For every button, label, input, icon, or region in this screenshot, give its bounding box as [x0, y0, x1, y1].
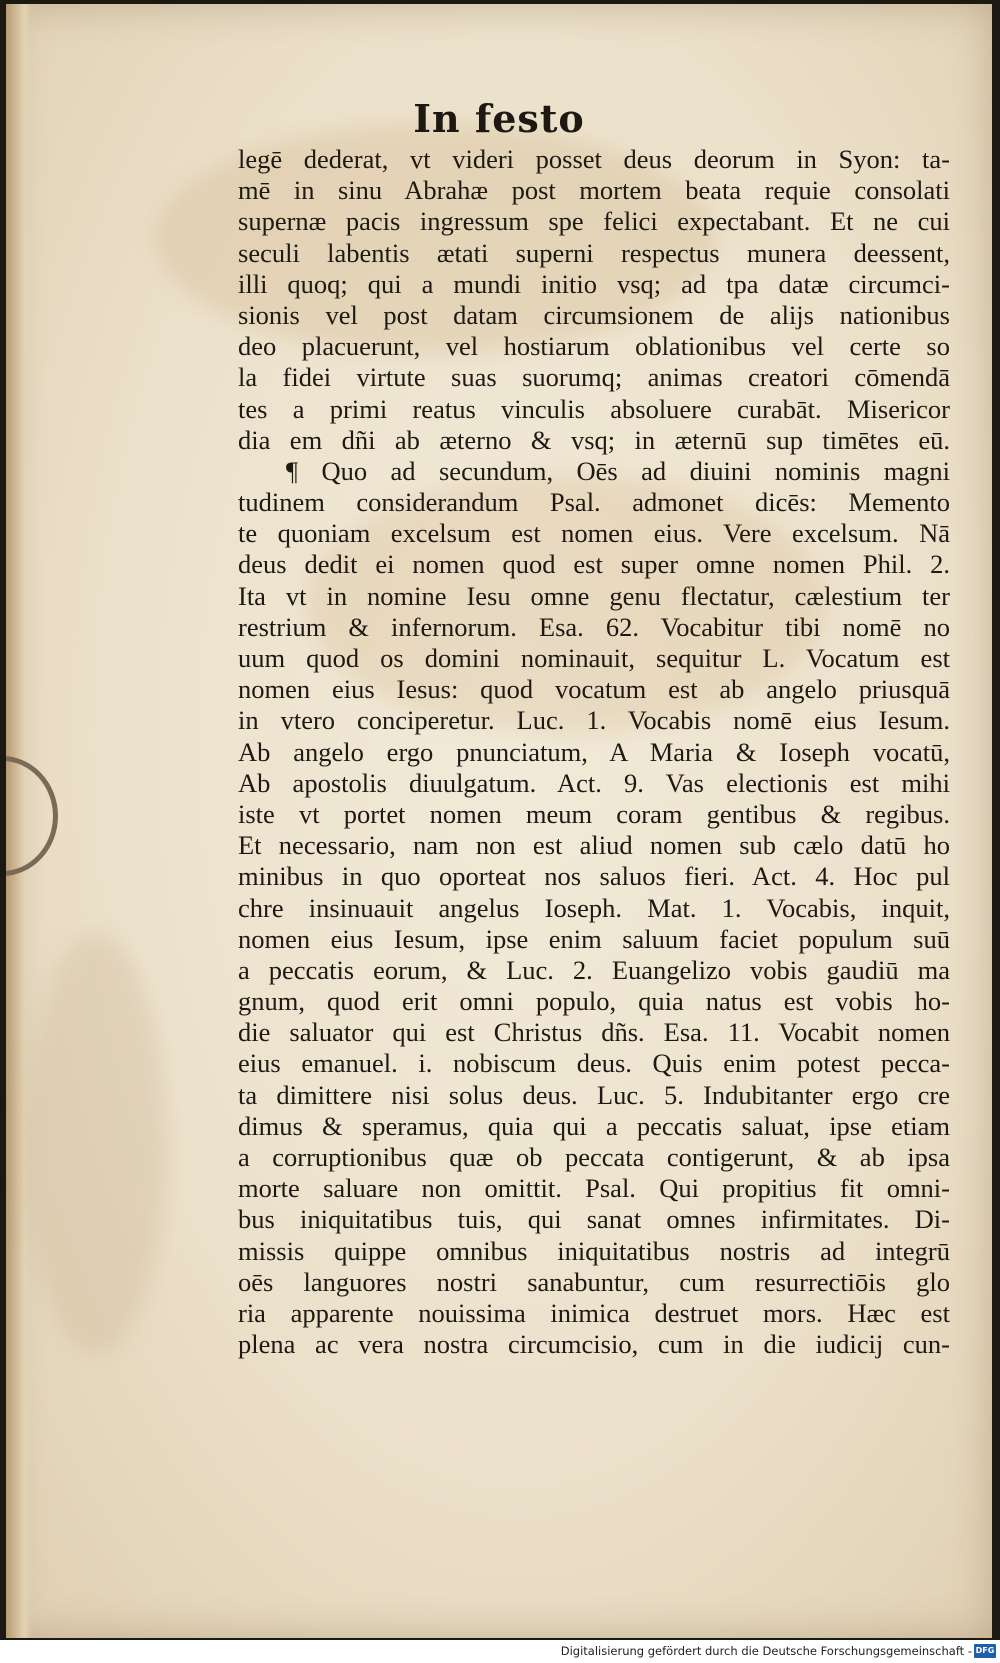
text-line: Ab apostolis diuulgatum. Act. 9. Vas electionis est mihi	[238, 767, 950, 798]
text-line: eius emanuel. i. nobiscum deus. Quis enim potest pecca-	[238, 1048, 950, 1079]
text-line: die saluator qui est Christus dñs. Esa. 11. Vocabit nomen	[238, 1017, 950, 1048]
text-line: ta dimittere nisi solus deus. Luc. 5. Indubitanter ergo cre	[238, 1079, 950, 1110]
text-line: dia em dñi ab æterno & vsq; in æternū sup timētes eū.	[238, 424, 950, 455]
dfg-logo-icon: DFG	[974, 1644, 996, 1658]
text-line: nomen eius Iesum, ipse enim saluum faciet populum suū	[238, 923, 950, 954]
text-line: illi quoq; qui a mundi initio vsq; ad tpa datæ circumci-	[238, 268, 950, 299]
body-text	[238, 144, 950, 1360]
text-line: tudinem considerandum Psal. admonet dicēs: Memento	[238, 487, 950, 518]
footer-bar	[0, 1640, 1000, 1663]
text-line: tes a primi reatus vinculis absoluere curabāt. Misericor	[238, 393, 950, 424]
text-line: mē in sinu Abrahæ post mortem beata requie consolati	[238, 175, 950, 206]
text-line: nomen eius Iesus: quod vocatum est ab angelo priusquā	[238, 674, 950, 705]
digitization-credit: Digitalisierung gefördert durch die Deutsche Forschungsgemeinschaft -	[560, 1644, 972, 1658]
text-line: chre insinuauit angelus Ioseph. Mat. 1. Vocabis, inquit,	[238, 892, 950, 923]
text-line: plena ac vera nostra circumcisio, cum in die iudicij cun-	[238, 1329, 950, 1360]
text-line: morte saluare non omittit. Psal. Qui propitius fit omni-	[238, 1173, 950, 1204]
text-line: seculi labentis ætati superni respectus munera deessent,	[238, 237, 950, 268]
text-line: la fidei virtute suas suorumq; animas creatori cōmendā	[238, 362, 950, 393]
text-line: Ita vt in nomine Iesu omne genu flectatur, cælestium ter	[238, 580, 950, 611]
text-line: deus dedit ei nomen quod est super omne nomen Phil. 2.	[238, 549, 950, 580]
text-line: ¶ Quo ad secundum, Oēs ad diuini nominis magni	[286, 455, 950, 486]
text-line: restrium & infernorum. Esa. 62. Vocabitur tibi nomē no	[238, 611, 950, 642]
text-line: bus iniquitatibus tuis, qui sanat omnes infirmitates. Di-	[238, 1204, 950, 1235]
running-heading: In festo	[413, 96, 585, 141]
book-page	[6, 4, 992, 1638]
text-line: oēs languores nostri sanabuntur, cum resurrectiōis glo	[238, 1266, 950, 1297]
text-line: deo placuerunt, vel hostiarum oblationibus vel certe so	[238, 331, 950, 362]
water-stain	[26, 934, 166, 1354]
text-line: missis quippe omnibus iniquitatibus nostris ad integrū	[238, 1235, 950, 1266]
text-line: Ab angelo ergo pnunciatum, A Maria & Ioseph vocatū,	[238, 736, 950, 767]
text-line: te quoniam excelsum est nomen eius. Vere excelsum. Nā	[238, 518, 950, 549]
text-line: minibus in quo oporteat nos saluos fieri. Act. 4. Hoc pul	[238, 861, 950, 892]
text-line: in vtero conciperetur. Luc. 1. Vocabis nomē eius Iesum.	[238, 705, 950, 736]
text-line: legē dederat, vt videri posset deus deorum in Syon: ta-	[238, 144, 950, 174]
text-line: dimus & speramus, quia qui a peccatis saluat, ipse etiam	[238, 1110, 950, 1141]
text-line: uum quod os domini nominauit, sequitur L. Vocatum est	[238, 643, 950, 673]
text-line: ria apparente nouissima inimica destruet mors. Hæc est	[238, 1297, 950, 1328]
text-line: gnum, quod erit omni populo, quia natus est vobis ho-	[238, 986, 950, 1017]
text-line: a corruptionibus quæ ob peccata contigerunt, & ab ipsa	[238, 1142, 950, 1172]
text-line: Et necessario, nam non est aliud nomen sub cælo datū ho	[238, 830, 950, 861]
text-line: sionis vel post datam circumsionem de alijs nationibus	[238, 299, 950, 330]
binding-clasp	[6, 756, 58, 876]
text-line: iste vt portet nomen meum coram gentibus & regibus.	[238, 798, 950, 829]
text-line: supernæ pacis ingressum spe felici expectabant. Et ne cui	[238, 206, 950, 237]
text-line: a peccatis eorum, & Luc. 2. Euangelizo vobis gaudiū ma	[238, 954, 950, 985]
